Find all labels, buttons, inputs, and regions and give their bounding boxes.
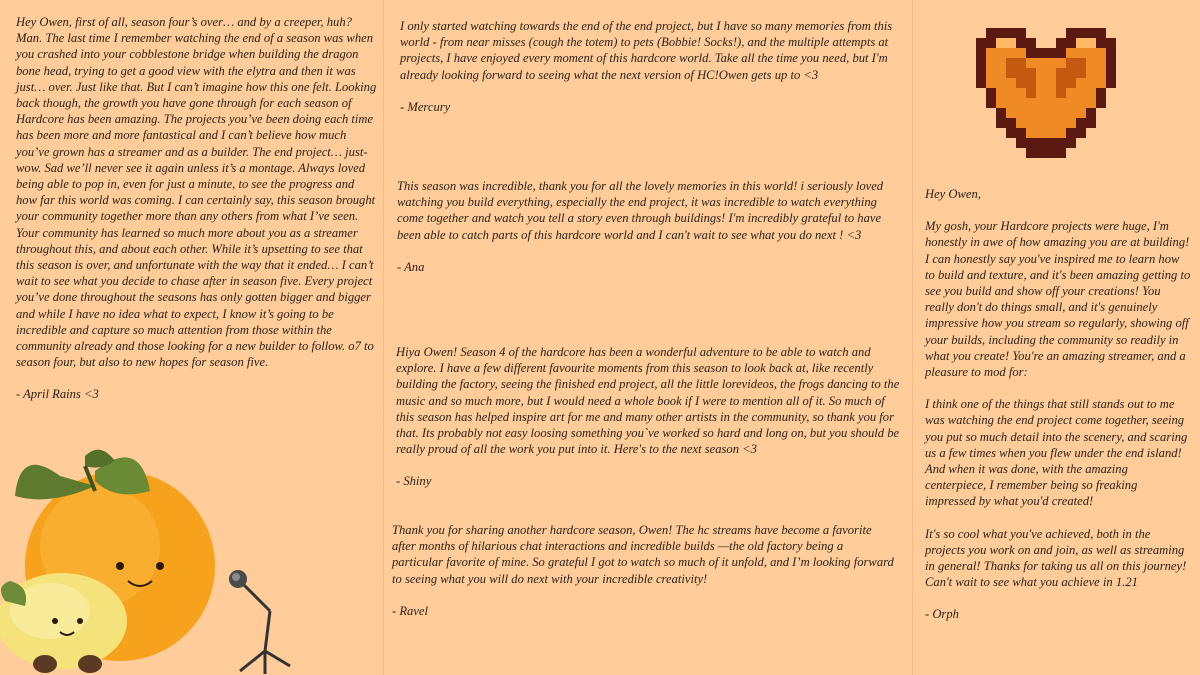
message-signature: - Ravel: [392, 603, 429, 618]
message-body: Thank you for sharing another hardcore season, Owen! The hc streams have become a favorite after months of hilarious chat interactions and incredible builds —the old factory being a particular favorite of mine. So grateful I got to watch so much of it unfold, and I’m looking forward to seeing what you will do next with your incredible creativity!: [392, 523, 894, 586]
message-ravel: [392, 522, 897, 619]
orange-lemon-plush-with-microphone: [0, 436, 300, 675]
message-body: Hiya Owen! Season 4 of the hardcore has been a wonderful adventure to be able to watch and explore. I have a few different favourite moments from this season to look back at, like recently building the factory, seeing the finished end project, all the little lorevideos, the frogs dancing to the music and so much more, but I would need a whole book if I were to mention all of it. So much of this season has helped inspire art for me and many other artists in the community, so thank you for that. Its probably not easy loosing something you`ve worked so hard and long on, but you should be really proud of all the work you put into it. Here's to the next season <3: [396, 345, 900, 457]
message-signature: - Mercury: [400, 99, 451, 114]
message-shiny: [396, 344, 906, 490]
message-body: This season was incredible, thank you for all the lovely memories in this world! i seriously loved watching you build everything, especially the end project, it was incredible to watch everything come together and watch you tell a story even through buildings! I'm incredibly grateful to have been able to catch parts of this hardcore world and I can't wait to see what you do next ! <3: [397, 179, 884, 242]
message-signature: - Orph: [925, 607, 959, 622]
message-orph: [925, 186, 1191, 623]
message-greeting: Hey Owen,: [925, 187, 981, 201]
message-april-rains: [16, 14, 378, 403]
message-signature: - Ana: [397, 259, 425, 274]
message-body: Hey Owen, first of all, season four’s over… and by a creeper, huh? Man. The last time I remember watching the end of a season was when you crashed into your cobblestone bridge when building the dragon bone head, trying to get a good view with the elytra and then it was just… over. Just like that. But I can’t imagine how this one felt. Looking back though, the growth you have gone through for each season of Hardcore has been amazing. The projects you’ve been doing each time has been more and more fantastical and I can’t believe how much you’ve grown has a streamer and as a builder. The end project… just- wow. Sad we’ll never see it again unless it’s a montage. Always loved being able to pop in, even for just a minute, to see the progress and how far this world was coming. I can certainly say, this season brought your community together more than any others from what I’ve seen. Your community has learned so much more about you as a streamer throughout this, and about each other. While it’s upsetting to see that this season is over, and unfortunate with the way that it ended… I can’t wait to see what you decide to chase after in season five. Every project you’ve done throughout the seasons has only gotten bigger and bigger and while I have no idea what to expect, I know it’s going to be incredible and capture so much attention from those within the community already and those looking for a new builder to follow. o7 to season four, but also to new hopes for season five.: [16, 15, 377, 370]
message-signature: - Shiny: [396, 474, 432, 489]
pixel-heart-icon: [976, 18, 1116, 158]
message-paragraph-2: I think one of the things that still stands out to me was watching the end project come together, seeing you put so much detail into the scenery, and scaring us a few times when you flew under the end island! And when it was done, with the amazing centerpiece, I remember being so freaking impressed by what you'd created!: [925, 397, 1188, 509]
column-divider-right: [912, 0, 913, 675]
message-mercury: [400, 18, 900, 115]
message-body: I only started watching towards the end of the end project, but I have so many memories from this world - from near misses (cough the totem) to pets (Bobbie! Socks!), and the multiple attempts at projects, I have enjoyed every moment of this hardcore world. Take all the time you need, but I'm already looking forward to seeing what the next version of HC!Owen gets up to <3: [400, 19, 893, 82]
message-paragraph-1: My gosh, your Hardcore projects were huge, I'm honestly in awe of how amazing you are at building! I can honestly say you've inspired me to learn how to build and texture, and it's been amazing getting to see you build and show off your creations! You really don't do things small, and it's genuinely impressive how you stream so regularly, showing off your builds, including the community so readily in what you create! You're an amazing streamer, and a pleasure to mod for:: [925, 219, 1191, 380]
message-signature: - April Rains <3: [16, 387, 99, 402]
message-paragraph-3: It's so cool what you've achieved, both in the projects you work on and join, as well as streaming in general! Thanks for taking us all on this journey! Can't wait to see what you achieve in 1.21: [925, 526, 1187, 590]
message-ana: [397, 178, 902, 275]
column-divider-left: [383, 0, 384, 675]
